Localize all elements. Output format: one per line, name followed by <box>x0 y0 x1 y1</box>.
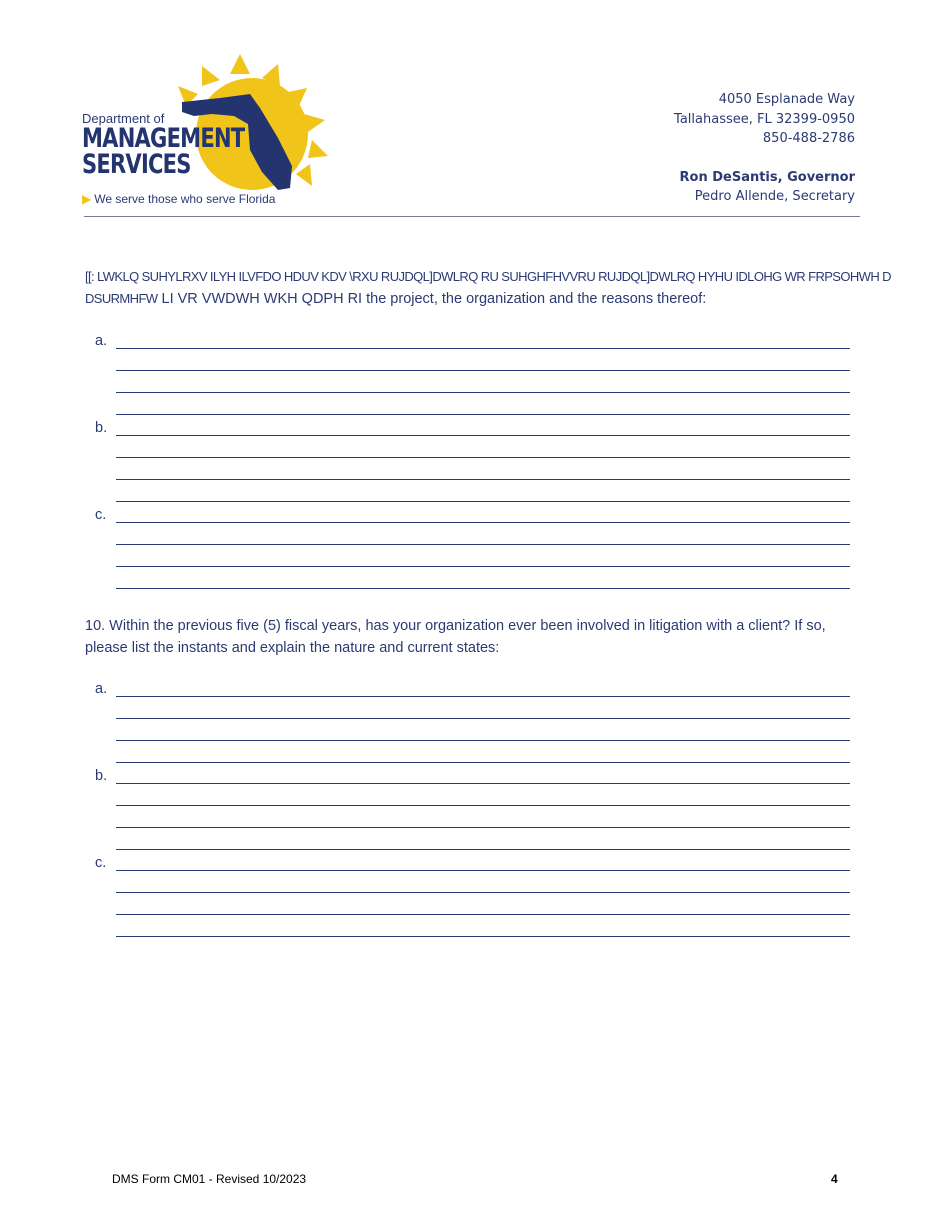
logo-tagline <box>82 192 275 206</box>
answer-line[interactable] <box>116 849 850 850</box>
address-block <box>674 90 855 207</box>
answer-group-c <box>95 855 850 942</box>
answer-letter: c. <box>95 507 107 523</box>
question-9-answers <box>95 333 850 594</box>
question-10: 10. Within the previous five (5) fiscal years, has your organization ever been involved in litigation with a client? If so, please list the instants and explain the nature and current states: <box>85 618 826 656</box>
answer-letter: b. <box>95 420 108 436</box>
answer-group-a <box>95 681 850 768</box>
tagline-text: We serve those who serve Florida <box>94 192 276 206</box>
question-9-line1: [[: LWKLQ SUHYLRXV ILYH ILVFDO HDUV KDV \RXU RUJDQL]DWLRQ RU SUHGHFHVVRU RUJDQL]DWLRQ HYHU IDLOHG WR FRPSOHWH D <box>85 269 891 284</box>
logo-dept-line: Department of <box>82 111 165 126</box>
answer-line[interactable] <box>116 457 850 458</box>
form-label: DMS Form CM01 - Revised 10/2023 <box>112 1172 307 1186</box>
answer-line[interactable] <box>116 348 850 349</box>
answer-line[interactable] <box>116 566 850 567</box>
dms-logo <box>82 54 342 214</box>
address-street: 4050 Esplanade Way <box>718 92 855 107</box>
answer-letter: a. <box>95 333 108 349</box>
answer-line[interactable] <box>116 414 850 415</box>
answer-group-b <box>95 768 850 855</box>
answer-letter: b. <box>95 768 108 784</box>
answer-group-c <box>95 507 850 594</box>
question-9-line3: LI VR VWDWH WKH QDPH RI the project, the organization and the reasons thereof: <box>161 291 707 307</box>
answer-line[interactable] <box>116 392 850 393</box>
answer-letter: c. <box>95 855 107 871</box>
answer-line[interactable] <box>116 740 850 741</box>
answer-line[interactable] <box>116 479 850 480</box>
answer-line[interactable] <box>116 718 850 719</box>
answer-line[interactable] <box>116 370 850 371</box>
logo-name-line1: MANAGEMENT <box>82 123 245 154</box>
answer-line[interactable] <box>116 805 850 806</box>
secretary-name: Pedro Allende, Secretary <box>694 189 855 204</box>
answer-group-a <box>95 333 850 420</box>
answer-line[interactable] <box>116 892 850 893</box>
header-divider <box>84 216 860 217</box>
answer-line[interactable] <box>116 435 850 436</box>
answer-letter: a. <box>95 681 108 697</box>
answer-line[interactable] <box>116 870 850 871</box>
logo-name-line2: SERVICES <box>82 149 191 180</box>
answer-line[interactable] <box>116 914 850 915</box>
question-10-answers <box>95 681 850 942</box>
page-number: 4 <box>831 1172 838 1186</box>
governor-name: Ron DeSantis, Governor <box>679 169 855 185</box>
address-city: Tallahassee, FL 32399-0950 <box>674 111 855 127</box>
question-9-line2: DSURMHFW <box>85 291 158 306</box>
answer-line[interactable] <box>116 762 850 763</box>
question-9 <box>85 266 891 310</box>
address-phone: 850-488-2786 <box>762 131 855 146</box>
answer-line[interactable] <box>116 522 850 523</box>
answer-group-b <box>95 420 850 507</box>
answer-line[interactable] <box>116 827 850 828</box>
answer-line[interactable] <box>116 588 850 589</box>
answer-line[interactable] <box>116 783 850 784</box>
answer-line[interactable] <box>116 696 850 697</box>
answer-line[interactable] <box>116 501 850 502</box>
answer-line[interactable] <box>116 544 850 545</box>
answer-line[interactable] <box>116 936 850 937</box>
play-arrow-icon: ▶ <box>82 192 92 206</box>
